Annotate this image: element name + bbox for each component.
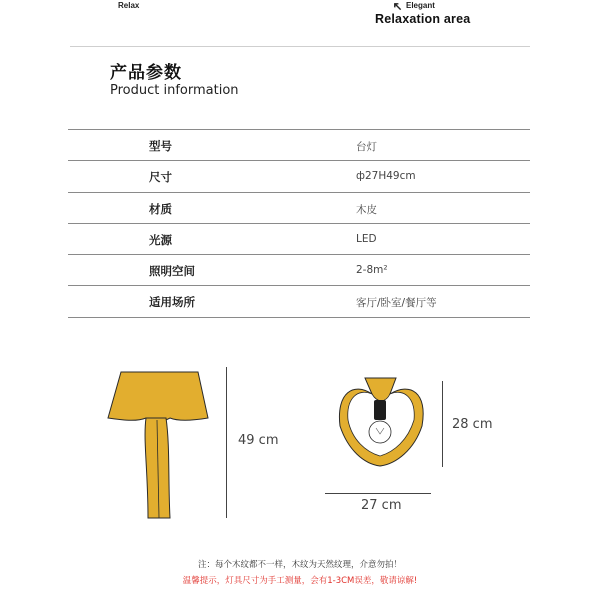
section-title-cn: 产品参数 — [110, 63, 182, 83]
header-left-label: Relax — [118, 1, 140, 10]
top-height-dimension-label: 28 cm — [452, 417, 493, 432]
arrow-up-left-icon — [393, 2, 402, 11]
spec-value: 台灯 — [356, 141, 377, 153]
spec-key: 材质 — [149, 201, 172, 216]
lamp-top-view — [330, 368, 440, 478]
height-dimension-label: 49 cm — [238, 433, 279, 448]
height-dimension-line — [226, 367, 227, 518]
spec-value: ф27H49cm — [356, 170, 416, 183]
spec-key: 光源 — [149, 232, 172, 247]
spec-row-material — [68, 193, 530, 224]
header-divider — [70, 46, 530, 47]
spec-row-light-source — [68, 224, 530, 255]
spec-row-suitable-places — [68, 286, 530, 317]
spec-value: 木皮 — [356, 203, 377, 216]
spec-value: 2-8m² — [356, 264, 388, 277]
header-title: Relaxation area — [375, 12, 471, 26]
spec-table — [68, 129, 530, 318]
diameter-dimension-label: 27 cm — [361, 498, 402, 513]
spec-key: 型号 — [149, 139, 172, 153]
spec-value: 客厅/卧室/餐厅等 — [356, 297, 437, 310]
spec-key: 尺寸 — [149, 170, 172, 185]
wood-grain-note: 注：每个木纹都不一样，木纹为天然纹理，介意勿拍！ — [197, 560, 402, 570]
spec-row-lighting-area — [68, 255, 530, 286]
spec-row-size — [68, 161, 530, 192]
top-height-dimension-line — [442, 381, 443, 467]
spec-row-model — [68, 129, 530, 161]
spec-key: 适用场所 — [149, 295, 195, 310]
header-elegant-label: Elegant — [406, 1, 435, 10]
spec-key: 照明空间 — [149, 264, 195, 279]
lamp-side-view — [100, 360, 240, 530]
diameter-dimension-line — [325, 493, 431, 494]
section-title-en: Product information — [110, 83, 239, 98]
spec-value: LED — [356, 232, 377, 245]
measurement-warning: 温馨提示，灯具尺寸为手工测量，会有1-3CM误差，敬请谅解! — [182, 576, 418, 586]
